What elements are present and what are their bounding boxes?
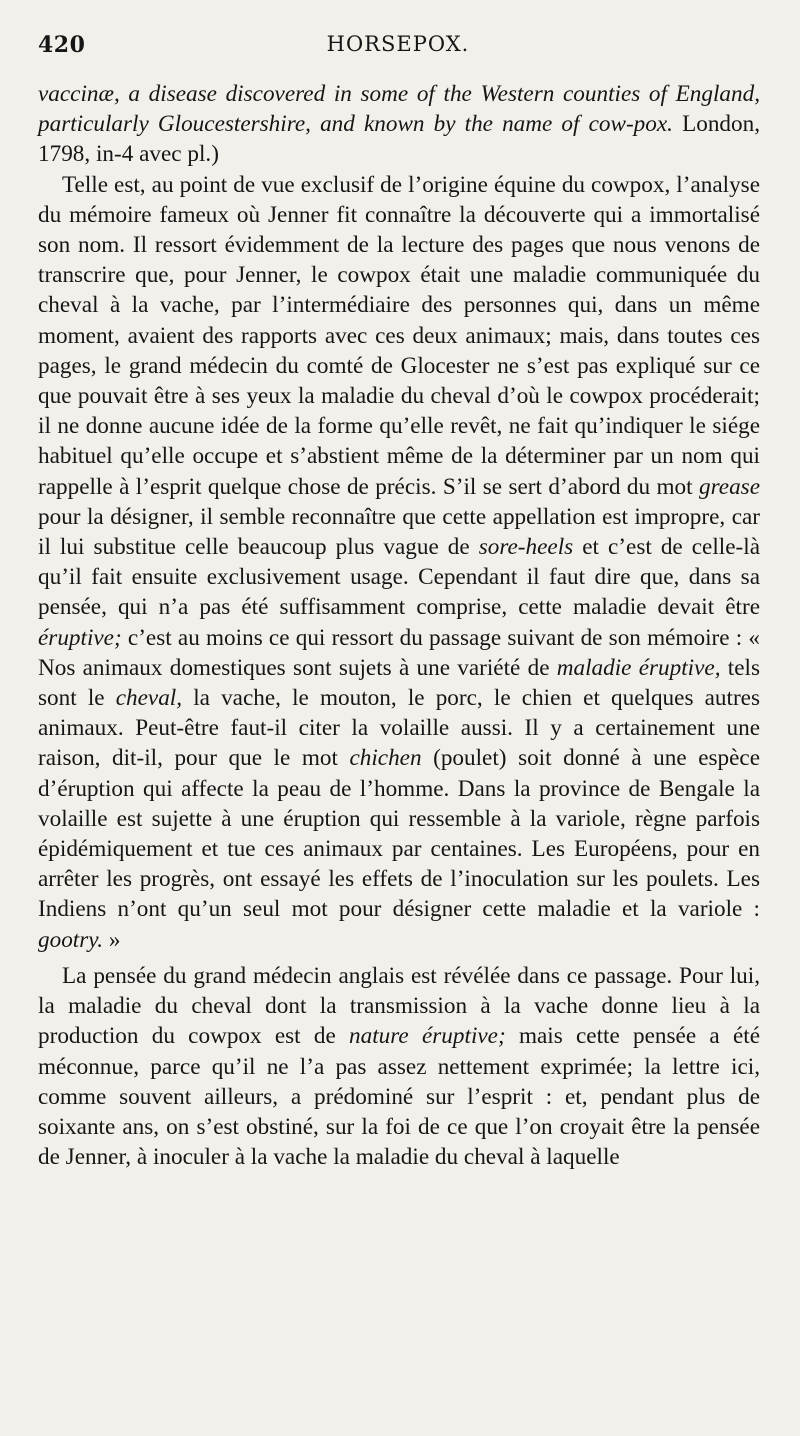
text-run: pour la désigner, il semble reconnaître que cette appellation est impropre, car il lui substitue celle beaucoup plus vague de xyxy=(38,503,760,561)
reference-title: vaccinæ, a disease discovered in some of the Western counties of England, particularly Gloucestershire, and known by the name of cow-pox. xyxy=(38,81,760,138)
italic-term-gootry: gootry. xyxy=(38,926,104,953)
italic-term-sore-heels: sore-heels xyxy=(478,534,574,561)
page-header xyxy=(38,32,758,64)
text-run: (poulet) soit donné à une espèce d’éruption qui affecte la peau de l’homme. Dans la province de Bengale la volaille est sujette à une éruption qui ressemble à la variole, règne parfois épidémiquement et tue ces animaux par centaines. Les Européens, pour en arrêter les progrès, ont essayé les effets de l’inoculation sur les poulets. Les Indiens n’ont qu’un seul mot pour désigner cette maladie et la variole : xyxy=(38,745,760,923)
text-run: » xyxy=(103,926,121,953)
text-run: Telle est, au point de vue exclusif de l’origine équine du cowpox, l’analyse du mémoire fameux où Jenner fit connaître la découverte qui a immortalisé son nom. Il ressort évidemment de la lecture des pages que nous venons de transcrire que, pour Jenner, le cowpox était une maladie communiquée du cheval à la vache, par l’intermédiaire des personnes qui, dans un même moment, avaient des rapports avec ces deux animaux; mais, dans toutes ces pages, le grand médecin du comté de Glocester ne s’est pas expliqué sur ce que pouvait être à ses yeux la maladie du cheval d’où le cowpox procéderait; il ne donne aucune idée de la forme qu’elle revêt, ne fait qu’indiquer le siége habituel qu’elle occupe et s’abstient même de la déterminer par un nom qui rappelle à l’esprit quelque chose de précis. S’il se sert d’abord du mot xyxy=(38,171,760,500)
text-run: tels sont le xyxy=(38,654,760,712)
text-run: la vache, le mouton, le porc, le chien et quelques autres animaux. Peut-être faut-il citer la volaille aussi. Il y a certainement une raison, dit-il, pour que le mot xyxy=(38,685,760,772)
text-run: La pensée du grand médecin anglais est révélée dans ce passage. Pour lui, la maladie du cheval dont la transmission à la vache donne lieu à la production du cowpox est de xyxy=(38,962,760,1050)
italic-term-cheval: cheval, xyxy=(115,685,183,712)
paragraph-jenner-thought xyxy=(38,961,760,1172)
italic-term-eruptive: éruptive; xyxy=(38,624,122,651)
body-text xyxy=(38,79,760,1172)
italic-term-maladie-eruptive: maladie éruptive, xyxy=(556,654,721,681)
text-run: et c’est de celle-là qu’il fait ensuite exclusivement usage. Cependant il faut dire que, dans sa pensée, qui n’a pas été suffisamment comprise, cette maladie devait être xyxy=(38,534,760,621)
text-run: c’est au moins ce qui ressort du passage suivant de son mémoire : « Nos animaux domestiques sont sujets à une variété de xyxy=(38,624,760,681)
italic-term-nature-eruptive: nature éruptive; xyxy=(349,1023,506,1050)
italic-term-grease: grease xyxy=(699,473,760,500)
running-title: HORSEPOX. xyxy=(326,32,470,56)
reference-imprint: London, 1798, in-4 avec pl.) xyxy=(38,111,761,168)
paragraph-reference-note xyxy=(38,79,760,170)
paragraph-jenner-analysis xyxy=(38,170,760,955)
page-number: 420 xyxy=(38,32,86,58)
text-run: mais cette pensée a été méconnue, parce qu’il ne l’a pas assez nettement exprimée; la lettre ici, comme souvent ailleurs, a prédominé sur l’esprit : et, pendant plus de soixante ans, on s’est obstiné, sur la foi de ce que l’on croyait être la pensée de Jenner, à inoculer à la vache la maladie du cheval à laquelle xyxy=(38,1023,760,1171)
italic-term-chichen: chichen xyxy=(349,745,422,772)
